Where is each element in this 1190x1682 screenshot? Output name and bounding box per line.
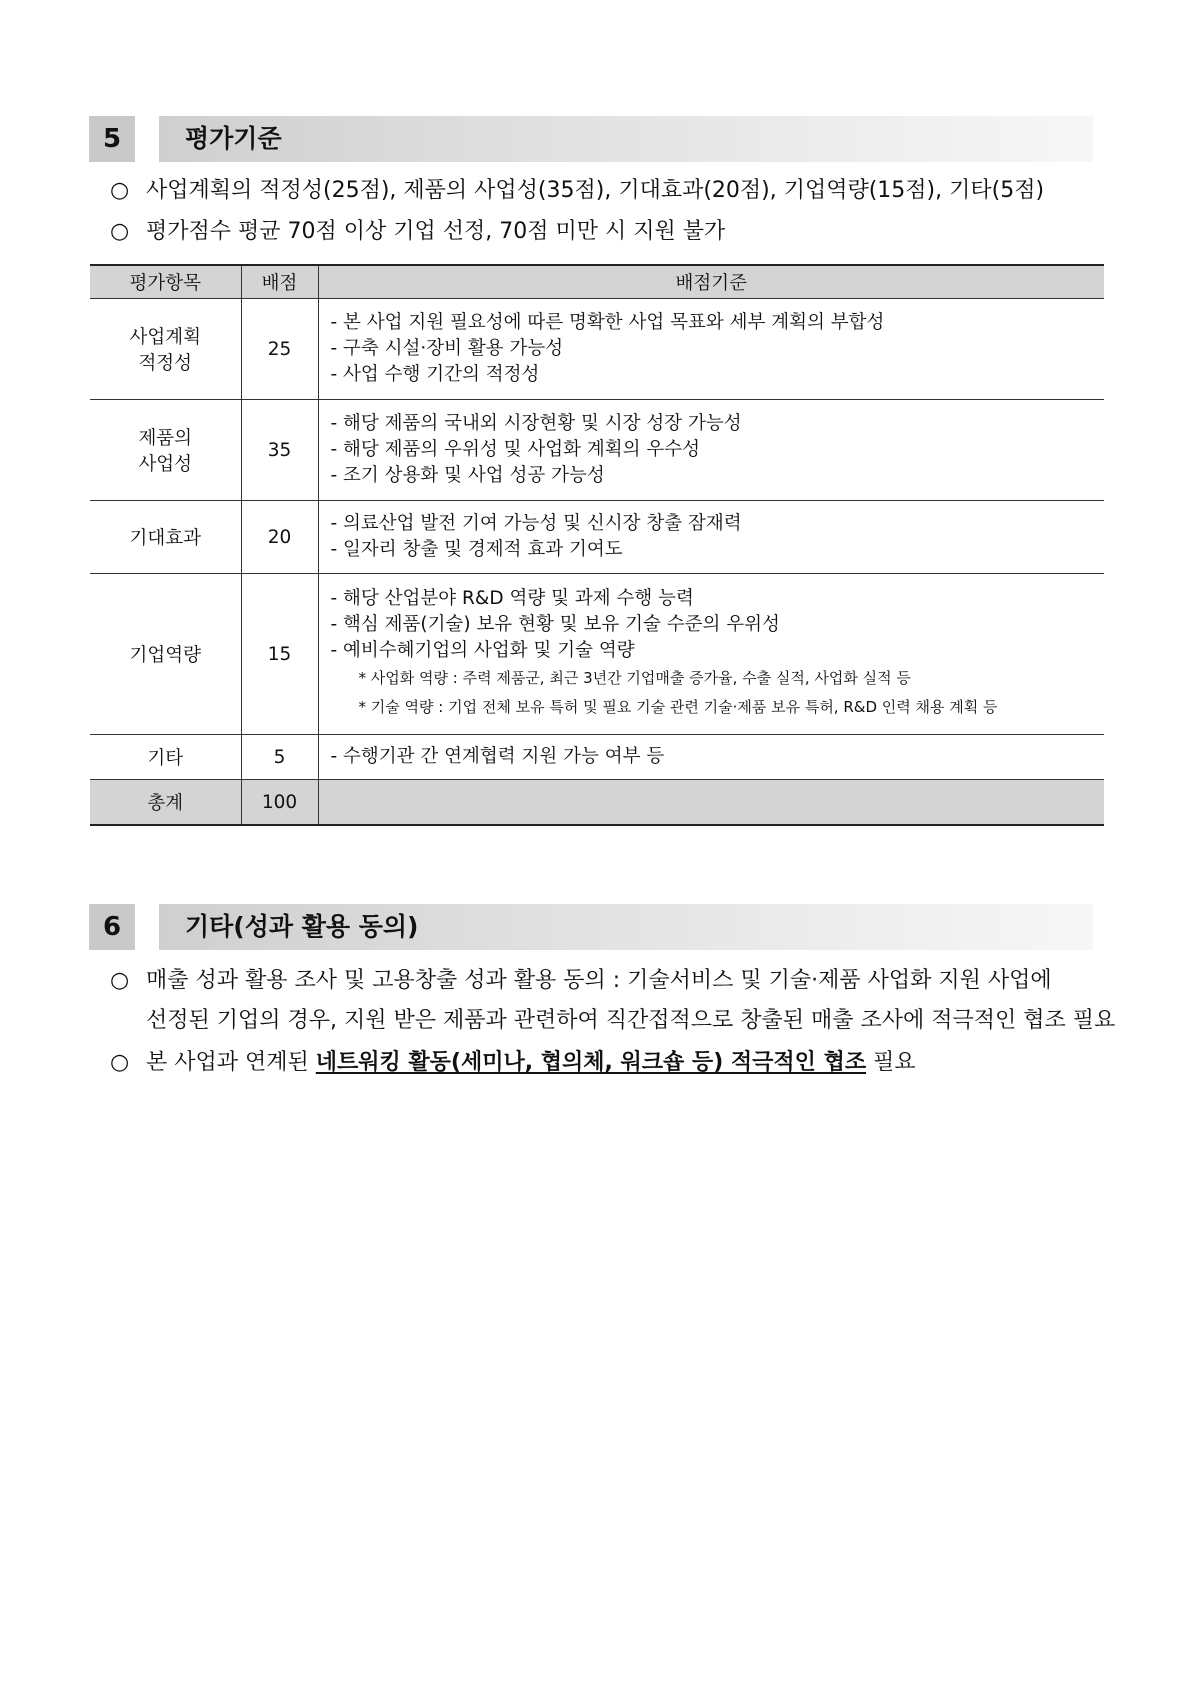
criteria-cell xyxy=(318,299,1104,400)
table-row xyxy=(90,299,1104,400)
item-label: 기업역량 xyxy=(129,645,201,666)
section-title-bar xyxy=(159,904,1093,950)
table-row xyxy=(90,574,1104,735)
score-cell: 15 xyxy=(241,574,318,735)
section-number: 6 xyxy=(89,904,135,950)
bullet-text-pre: 본 사업과 연계된 xyxy=(146,1050,316,1075)
criteria-note: * 기술 역량 : 기업 전체 보유 특허 및 필요 기술 관련 기술·제품 보유 특허, R&D 인력 채용 계획 등 xyxy=(358,698,998,716)
item-label: 제품의 xyxy=(138,428,193,449)
criteria-line: - 수행기관 간 연계협력 지원 가능 여부 등 xyxy=(330,746,665,767)
criteria-line: - 사업 수행 기간의 적정성 xyxy=(330,364,540,385)
bullet-item xyxy=(110,1048,916,1078)
score-cell: 20 xyxy=(241,501,318,574)
score-cell: 25 xyxy=(241,299,318,400)
criteria-line: - 해당 제품의 국내외 시장현황 및 시장 성장 가능성 xyxy=(330,413,742,434)
bullet-item xyxy=(110,966,1052,996)
bullet-item xyxy=(110,217,725,247)
item-label: 사업성 xyxy=(138,454,193,475)
criteria-line: - 본 사업 지원 필요성에 따른 명확한 사업 목표와 세부 계획의 부합성 xyxy=(330,312,885,333)
criteria-line: - 의료산업 발전 기여 가능성 및 신시장 창출 잠재력 xyxy=(330,513,742,534)
circle-bullet-icon: ○ xyxy=(110,1050,130,1075)
total-row xyxy=(90,780,1104,826)
criteria-line: - 일자리 창출 및 경제적 효과 기여도 xyxy=(330,539,623,560)
criteria-line: - 해당 산업분야 R&D 역량 및 과제 수행 능력 xyxy=(330,588,694,609)
evaluation-table xyxy=(90,264,1104,826)
bullet-text: 매출 성과 활용 조사 및 고용창출 성과 활용 동의 : 기술서비스 및 기술·제품 사업화 지원 사업에 xyxy=(146,968,1052,993)
score-cell: 5 xyxy=(241,735,318,780)
criteria-cell xyxy=(318,400,1104,501)
criteria-cell xyxy=(318,735,1104,780)
bullet-text: 평가점수 평균 70점 이상 기업 선정, 70점 미만 시 지원 불가 xyxy=(146,219,726,244)
bullet-item xyxy=(110,176,1044,206)
item-cell xyxy=(90,501,241,574)
section-6-header xyxy=(89,904,1093,950)
criteria-line: - 예비수혜기업의 사업화 및 기술 역량 xyxy=(330,640,635,661)
item-cell xyxy=(90,400,241,501)
table-row xyxy=(90,400,1104,501)
section-number: 5 xyxy=(89,116,135,162)
section-title: 평가기준 xyxy=(185,124,282,153)
item-label: 기대효과 xyxy=(129,528,201,549)
item-cell xyxy=(90,299,241,400)
item-label: 사업계획 xyxy=(129,327,201,348)
item-label: 기타 xyxy=(147,748,184,769)
section-title-bar xyxy=(159,116,1093,162)
criteria-line: - 해당 제품의 우위성 및 사업화 계획의 우수성 xyxy=(330,439,701,460)
header-score: 배점 xyxy=(241,265,318,299)
total-label: 총계 xyxy=(90,780,241,826)
item-cell xyxy=(90,574,241,735)
circle-bullet-icon: ○ xyxy=(110,968,130,993)
table-row xyxy=(90,735,1104,780)
section-5-header xyxy=(89,116,1093,162)
table-header-row xyxy=(90,265,1104,299)
circle-bullet-icon: ○ xyxy=(110,219,130,244)
criteria-line: - 조기 상용화 및 사업 성공 가능성 xyxy=(330,465,605,486)
section-title: 기타(성과 활용 동의) xyxy=(185,912,419,941)
criteria-cell xyxy=(318,574,1104,735)
item-cell xyxy=(90,735,241,780)
total-empty-cell xyxy=(318,780,1104,826)
criteria-cell xyxy=(318,501,1104,574)
score-cell: 35 xyxy=(241,400,318,501)
bullet-emphasis: 네트워킹 활동(세미나, 협의체, 워크숍 등) 적극적인 협조 xyxy=(315,1050,867,1075)
criteria-note: * 사업화 역량 : 주력 제품군, 최근 3년간 기업매출 증가율, 수출 실적, 사업화 실적 등 xyxy=(358,669,911,687)
header-item: 평가항목 xyxy=(90,265,241,299)
table-row xyxy=(90,501,1104,574)
bullet-text-post: 필요 xyxy=(866,1050,916,1075)
total-score: 100 xyxy=(241,780,318,826)
bullet-text: 사업계획의 적정성(25점), 제품의 사업성(35점), 기대효과(20점), 기업역량(15점), 기타(5점) xyxy=(146,178,1045,203)
criteria-line: - 핵심 제품(기술) 보유 현황 및 보유 기술 수준의 우위성 xyxy=(330,614,780,635)
bullet-continuation: 선정된 기업의 경우, 지원 받은 제품과 관련하여 직간접적으로 창출된 매출 조사에 적극적인 협조 필요 xyxy=(146,1008,1116,1033)
circle-bullet-icon: ○ xyxy=(110,178,130,203)
item-label: 적정성 xyxy=(138,353,193,374)
header-criteria: 배점기준 xyxy=(318,265,1104,299)
criteria-line: - 구축 시설·장비 활용 가능성 xyxy=(330,338,564,359)
